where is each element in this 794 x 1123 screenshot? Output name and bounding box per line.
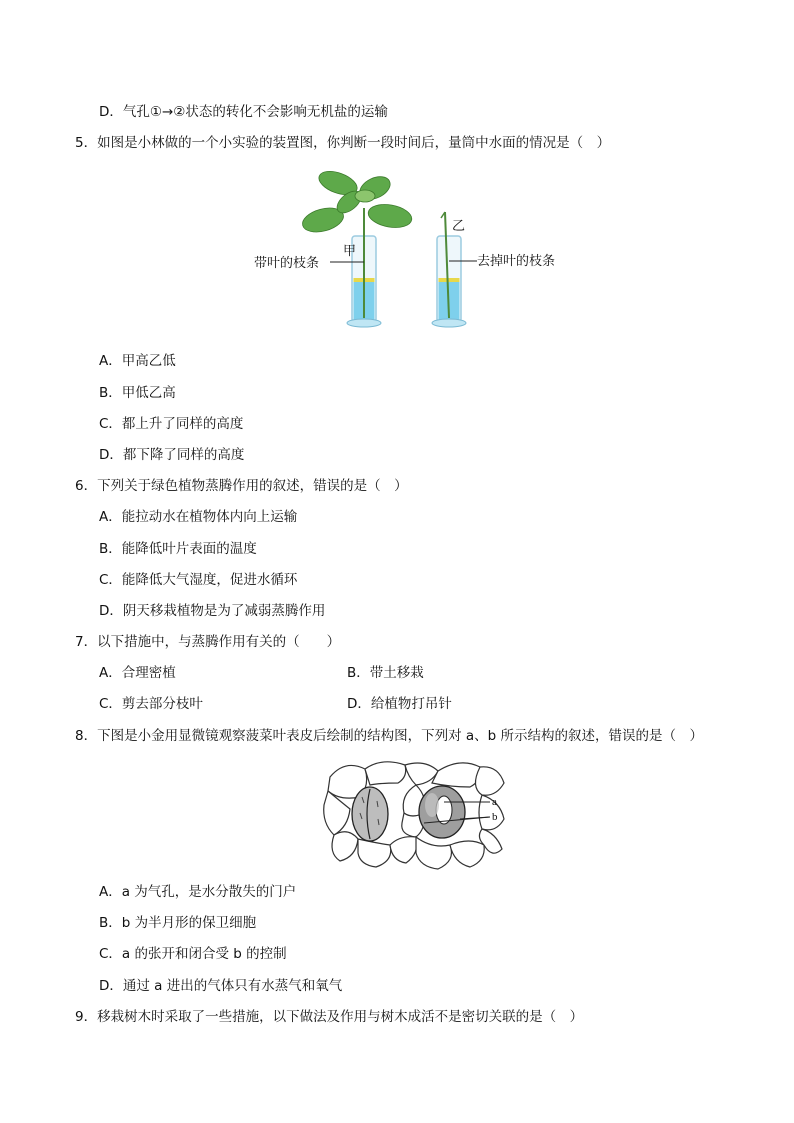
q8-option-a: A．a 为气孔，是水分散失的门户	[99, 884, 297, 900]
stoma-left	[352, 787, 388, 841]
cylinder-jia	[347, 208, 381, 327]
label-jia: 甲	[343, 244, 357, 259]
q8-option-d: D．通过 a 进出的气体只有水蒸气和氧气	[99, 978, 343, 994]
q7-stem: 7．以下措施中，与蒸腾作用有关的（ ）	[75, 634, 341, 650]
q8-stem: 8．下图是小金用显微镜观察菠菜叶表皮后绘制的结构图，下列对 a、b 所示结构的叙述，错误的是（ ）	[75, 728, 704, 744]
q5-option-d: D．都下降了同样的高度	[99, 447, 245, 463]
q5-option-b: B．甲低乙高	[99, 385, 176, 401]
q8-option-b: B．b 为半月形的保卫细胞	[99, 915, 257, 931]
label-right: 去掉叶的枝条	[477, 254, 556, 269]
q8-option-c: C．a 的张开和闭合受 b 的控制	[99, 946, 287, 962]
q5-option-c: C．都上升了同样的高度	[99, 416, 244, 432]
label-a: a	[492, 796, 497, 808]
q8-figure	[320, 757, 510, 872]
q6-option-a: A．能拉动水在植物体内向上运输	[99, 509, 298, 525]
q7-option-b: B．带土移栽	[347, 665, 424, 681]
q6-stem: 6．下列关于绿色植物蒸腾作用的叙述，错误的是（ ）	[75, 478, 408, 494]
q5-option-a: A．甲高乙低	[99, 353, 176, 369]
q6-option-d: D．阴天移栽植物是为了减弱蒸腾作用	[99, 603, 326, 619]
prev-option-d: D．气孔①→②状态的转化不会影响无机盐的运输	[99, 104, 388, 120]
q5-figure	[245, 168, 585, 328]
q7-option-d: D．给植物打吊针	[347, 696, 452, 712]
q7-option-c: C．剪去部分枝叶	[99, 696, 203, 712]
label-yi: 乙	[452, 219, 466, 234]
q6-option-c: C．能降低大气湿度，促进水循环	[99, 572, 298, 588]
epidermal-cells	[324, 762, 504, 869]
q9-stem: 9．移栽树木时采取了一些措施，以下做法及作用与树木成活不是密切关联的是（ ）	[75, 1009, 584, 1025]
q6-option-b: B．能降低叶片表面的温度	[99, 541, 257, 557]
q7-option-a: A．合理密植	[99, 665, 176, 681]
label-left: 带叶的枝条	[254, 256, 320, 271]
stoma-right	[419, 786, 465, 838]
q5-stem: 5．如图是小林做的一个小实验的装置图，你判断一段时间后，量筒中水面的情况是（ ）	[75, 135, 611, 151]
leaves	[300, 168, 414, 236]
label-b: b	[492, 811, 498, 823]
